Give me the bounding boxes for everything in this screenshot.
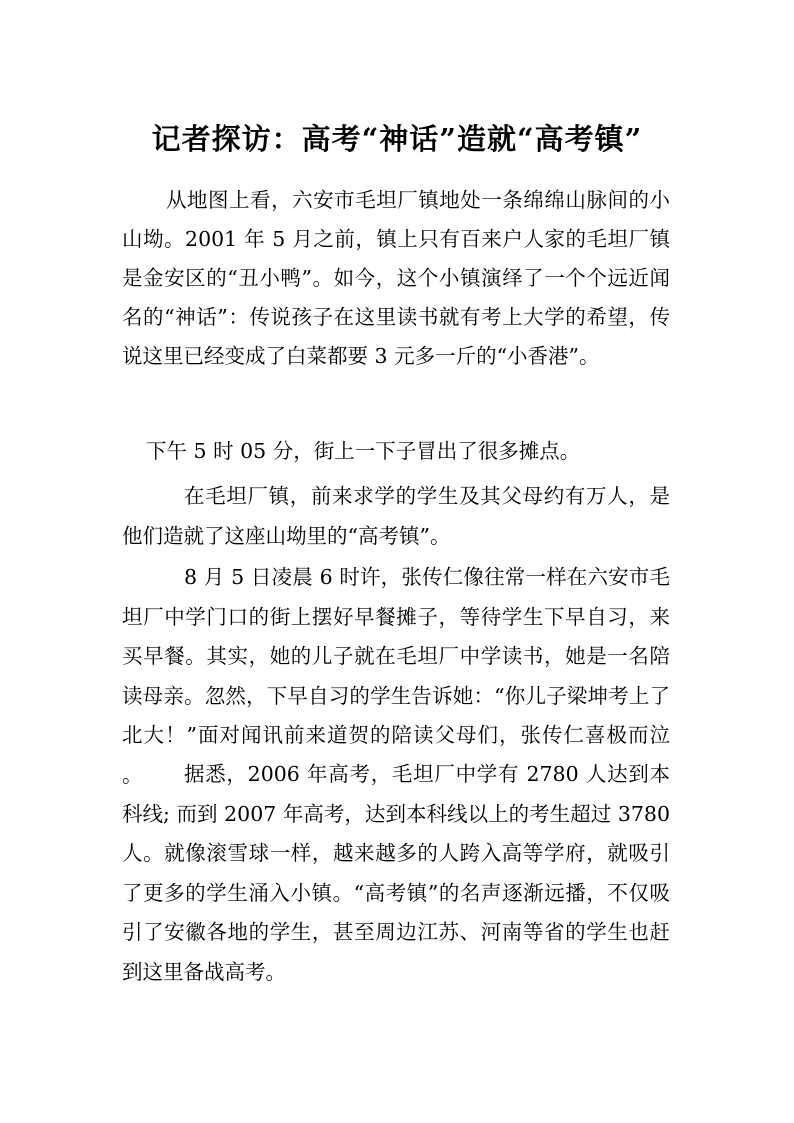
paragraph-afternoon: 下午 5 时 05 分，街上一下子冒出了很多摊点。 — [146, 439, 581, 463]
paragraph-students: 在毛坦厂镇，前来求学的学生及其父母约有万人，是他们造就了这座山坳里的“高考镇”。 — [122, 484, 670, 548]
paragraph-story: 8 月 5 日凌晨 6 时许，张传仁像往常一样在六安市毛坦厂中学门口的街上摆好早餐摊子，等待学生下早自习，来买早餐。其实，她的儿子就在毛坦厂中学读书，她是一名陪读母亲。忽然，下早自习的学生告诉她：“你儿子梁坤考上了北大！”面对闻讯前来道贺的陪读父母们，张传仁喜极而泣 。 — [122, 565, 670, 787]
paragraph-intro: 从地图上看，六安市毛坦厂镇地处一条绵绵山脉间的小山坳。2001 年 5 月之前，镇上只有百来户人家的毛坦厂镇是金安区的“丑小鸭”。如今，这个小镇演绎了一个个远近闻名的“神话”：传说孩子在这里读书就有考上大学的希望，传说这里已经变成了白菜都要 3 元多一斤的“小香港”。 — [122, 188, 670, 368]
paragraph-statistics: 据悉，2006 年高考，毛坦厂中学有 2780 人达到本科线; 而到 2007 年高考，达到本科线以上的考生超过 3780 人。就像滚雪球一样，越来越多的人跨入高等学府，就吸引了更多的学生涌入小镇。“高考镇”的名声逐渐远播，不仅吸引了安徽各地的学生，甚至周边江苏、河南等省的学生也赶到这里备战高考。 — [122, 762, 670, 984]
article-title: 记者探访：高考“神话”造就“高考镇” — [151, 122, 643, 157]
